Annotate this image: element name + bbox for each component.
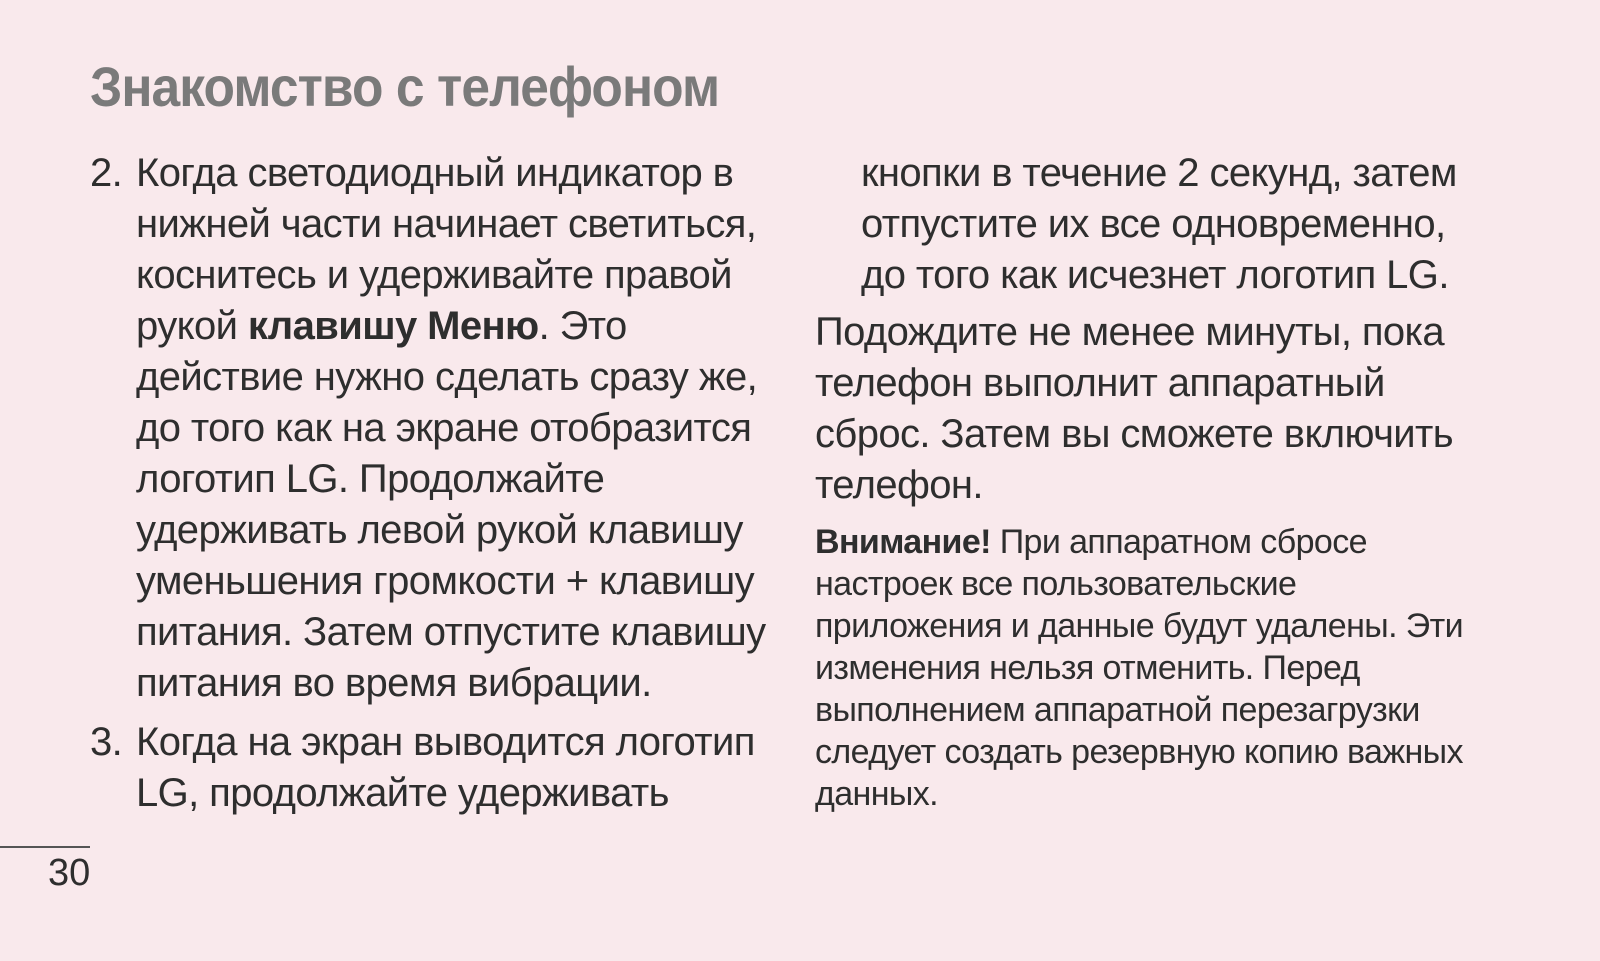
- wait-paragraph: Подождите не менее минуты, пока телефон выполнит аппаратный сброс. Затем вы сможете включить телефон.: [815, 310, 1454, 507]
- menu-key-emphasis: клавишу Меню: [247, 304, 539, 348]
- step-2-text-end: . Это действие нужно сделать сразу же, до того как на экране отобразится логотип LG. Продолжайте удерживать левой рукой клавишу уменьшения громкости + клавишу питания. Затем отпустите клавишу питания во время вибрации.: [136, 304, 766, 705]
- right-column: [815, 148, 1475, 815]
- warning-text: При аппаратном сбросе настроек все пользовательские приложения и данные будут удалены. Эти изменения нельзя отменить. Перед выполнением аппаратной перезагрузки следует создать резервную копию важных данных.: [815, 523, 1464, 813]
- step-3-text: Когда на экран выводится логотип LG, продолжайте удерживать: [136, 720, 755, 815]
- step-number: 2.: [90, 151, 123, 195]
- left-column: [90, 148, 770, 819]
- step-number: 3.: [90, 720, 123, 764]
- warning-label: Внимание!: [815, 523, 991, 561]
- page-number: 30: [48, 852, 91, 894]
- list-item-step-2: [90, 148, 770, 709]
- step-2-text-start: Когда светодиодный индикатор в нижней части начинает светиться, коснитесь и удерживайте правой рукой: [136, 151, 757, 348]
- page-title: Знакомство с телефоном: [90, 55, 720, 118]
- warning-note: [815, 521, 1475, 815]
- list-item-step-3: [90, 717, 770, 819]
- footer-divider: [0, 846, 90, 848]
- step-3-continued: кнопки в течение 2 секунд, затем отпустите их все одновременно, до того как исчезнет логотип LG.: [861, 151, 1457, 297]
